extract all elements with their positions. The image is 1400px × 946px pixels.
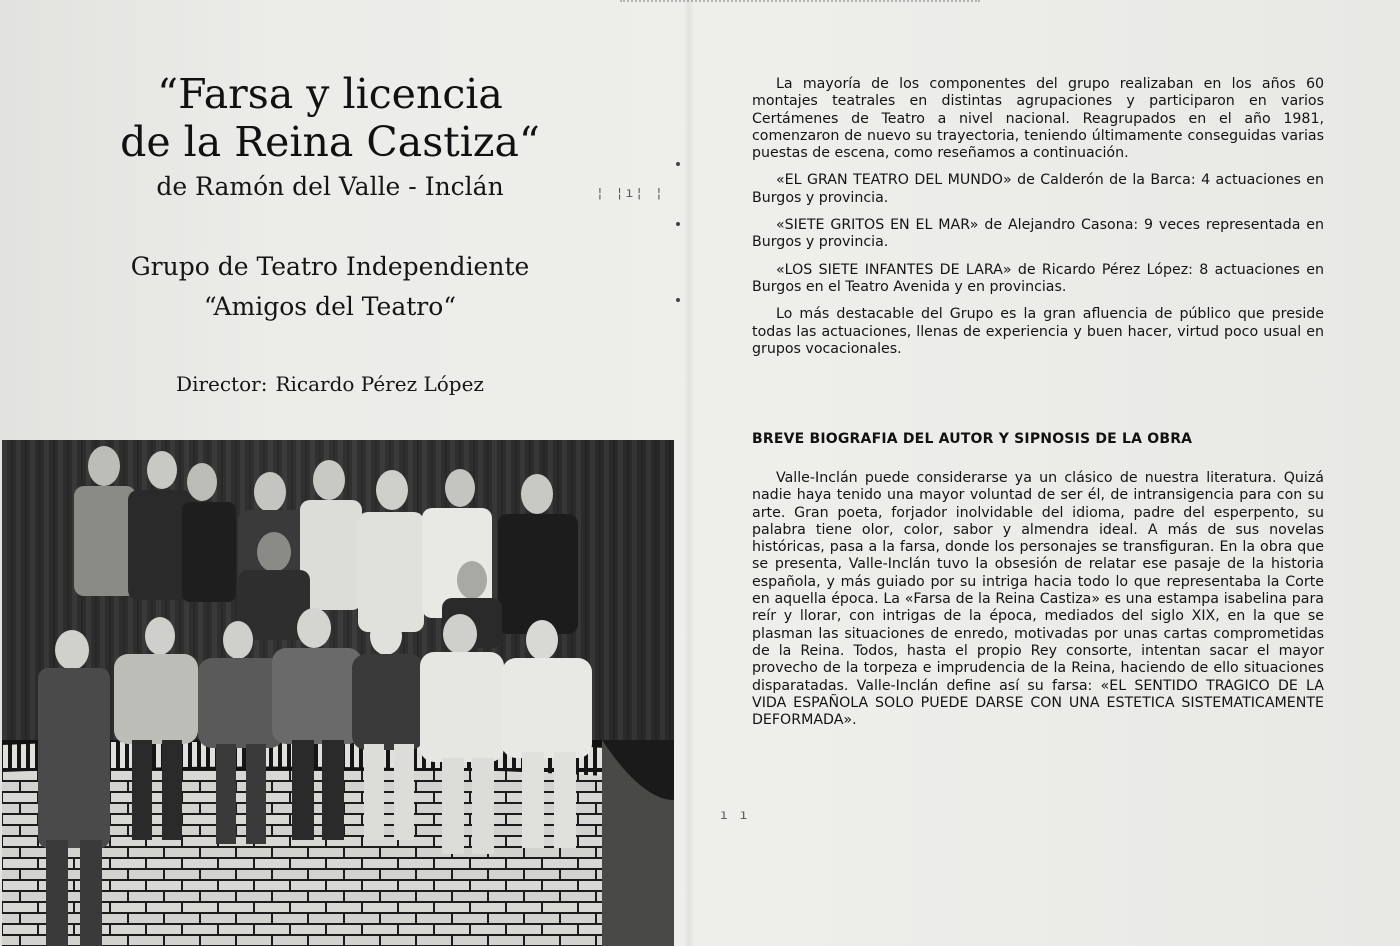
scan-speck [676, 222, 680, 226]
closing-paragraph: Lo más destacable del Grupo es la gran afluencia de público que preside todas las actuaciones, llenas de experiencia y buen hacer, virtud poco usual en grupos vocacionales. [752, 306, 1324, 357]
group-photo-illustration [2, 440, 674, 946]
scan-noise-marks: ¦ ¦ı¦ ¦ [596, 186, 665, 201]
group-name-line-2: “Amigos del Teatro“ [203, 292, 457, 321]
intro-paragraph: La mayoría de los componentes del grupo realizaban en los años 60 montajes teatrales en distintas agrupaciones y participaron en varios Certámenes de Teatro a nivel nacional. Reagrupados en el año 1981, comenzaron de nuevo su trayectoria, teniendo últimamente conseguidas varias puestas de escena, como reseñamos a continuación. [752, 76, 1324, 162]
title-line-2: de la Reina Castiza“ [120, 118, 540, 166]
director-credit [120, 370, 540, 398]
scan-speck [676, 162, 680, 166]
group-photo [2, 440, 674, 946]
author-subtitle: de Ramón del Valle - Inclán [156, 172, 504, 201]
group-name-line-1: Grupo de Teatro Independiente [130, 252, 530, 281]
director-name: Ricardo Pérez López [275, 372, 484, 396]
play-item-1: «EL GRAN TEATRO DEL MUNDO» de Calderón de la Barca: 4 actuaciones en Burgos y provincia. [752, 172, 1324, 206]
scan-speck [676, 298, 680, 302]
scan-noise-marks: ı ı [720, 808, 750, 823]
director-label: Director: [176, 372, 268, 396]
page-fold [684, 0, 694, 946]
title-line-1: “Farsa y licencia [157, 70, 503, 118]
scan-noise [620, 0, 980, 16]
play-item-2: «SIETE GRITOS EN EL MAR» de Alejandro Casona: 9 veces representada en Burgos y provincia. [752, 217, 1324, 251]
bio-paragraph: Valle-Inclán puede considerarse ya un clásico de nuestra literatura. Quizá nadie haya tenido una mayor voluntad de ser él, de intransigencia para con su arte. Gran poeta, forjador inolvidable del idioma, padre del esperpento, su palabra tiene olor, color, sabor y almendra ideal. A más de sus novelas históricas, pasa a la farsa, donde los personajes se transfiguran. En la obra que se presenta, Valle-Inclán tuvo la obsesión de relatar ese pasaje de la historia española, y más guiado por su intriga hacia todo lo que representaba la Corte en aquella época. La «Farsa de la Reina Castiza» es una estampa isabelina para reír y llorar, con intrigas de la época, mediados del siglo XIX, en la que se plasman las situaciones de enredo, motivadas por unas cartas comprometidas de la Reina. Todos, hasta el propio Rey consorte, intentan sacar el mayor provecho de la torpeza e imprudencia de la Reina, haciendo de ello situaciones disparatadas. Valle-Inclán define así su farsa: «EL SENTIDO TRAGICO DE LA VIDA ESPAÑOLA SOLO PUEDE DARSE CON UNA ESTETICA SISTEMATICAMENTE DEFORMADA». [752, 470, 1324, 729]
right-column-intro [752, 76, 1324, 368]
play-item-3: «LOS SIETE INFANTES DE LARA» de Ricardo Pérez López: 8 actuaciones en Burgos en el Teatro Avenida y en provincias. [752, 261, 1324, 295]
bio-section [752, 470, 1324, 729]
bio-heading: BREVE BIOGRAFIA DEL AUTOR Y SIPNOSIS DE LA OBRA [752, 431, 1193, 447]
